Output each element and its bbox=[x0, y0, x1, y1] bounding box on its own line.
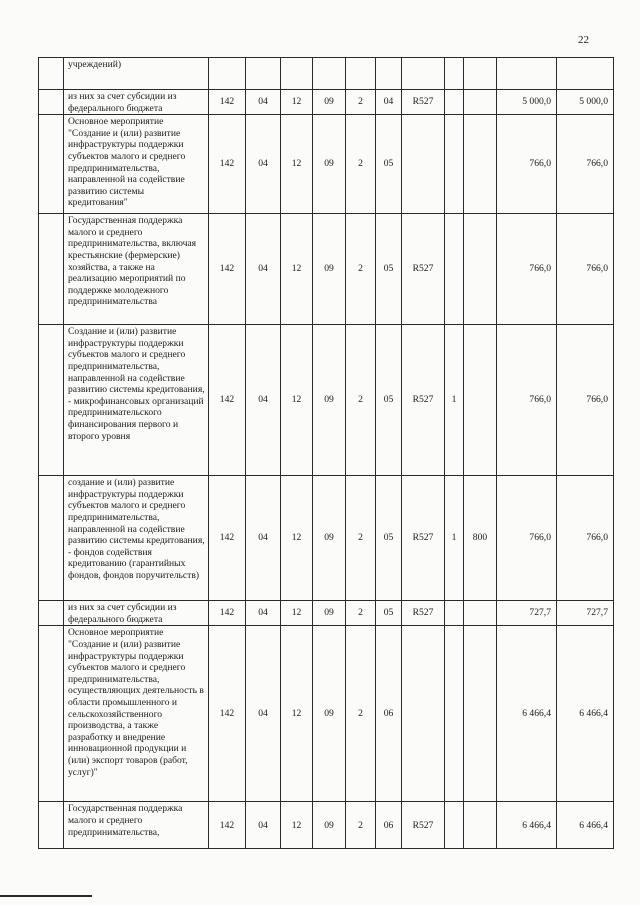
row-code-section: 04 bbox=[246, 325, 281, 476]
row-amount-year1: 6 466,4 bbox=[497, 802, 557, 849]
row-description: Государственная поддержка малого и среднего предпринимательства, bbox=[64, 802, 209, 849]
row-code-variant bbox=[445, 58, 464, 90]
row-amount-year1: 5 000,0 bbox=[497, 90, 557, 115]
row-code-subprogram: 2 bbox=[346, 325, 376, 476]
row-code-expense-type bbox=[464, 58, 497, 90]
row-description: из них за счет субсидии из федерального бюджета bbox=[64, 90, 209, 115]
row-code-direction bbox=[402, 58, 445, 90]
row-amount-year1: 766,0 bbox=[497, 325, 557, 476]
row-amount-year2 bbox=[557, 58, 614, 90]
row-code-variant bbox=[445, 626, 464, 802]
row-code-section: 04 bbox=[246, 90, 281, 115]
row-code-event: 06 bbox=[376, 802, 402, 849]
row-code-variant bbox=[445, 214, 464, 325]
row-code-subsection: 12 bbox=[281, 626, 313, 802]
row-number-cell bbox=[39, 626, 64, 802]
row-code-admin: 142 bbox=[209, 90, 246, 115]
row-code-subprogram: 2 bbox=[346, 802, 376, 849]
row-code-subsection: 12 bbox=[281, 115, 313, 214]
row-number-cell bbox=[39, 58, 64, 90]
row-description: Создание и (или) развитие инфраструктуры поддержки субъектов малого и среднего предпринимательства, направленной на содействие развитию системы кредитования, - микрофинансовых организаций предпринимательского финансирования первого и второго уровня bbox=[64, 325, 209, 476]
scan-edge-mark bbox=[0, 895, 92, 897]
row-amount-year2: 6 466,4 bbox=[557, 802, 614, 849]
row-code-subprogram: 2 bbox=[346, 214, 376, 325]
row-code-event: 05 bbox=[376, 115, 402, 214]
row-code-direction: R527 bbox=[402, 325, 445, 476]
row-code-event: 06 bbox=[376, 626, 402, 802]
row-amount-year2: 727,7 bbox=[557, 601, 614, 626]
row-code-expense-type bbox=[464, 214, 497, 325]
row-code-subprogram: 2 bbox=[346, 115, 376, 214]
row-code-subsection: 12 bbox=[281, 90, 313, 115]
row-amount-year2: 766,0 bbox=[557, 214, 614, 325]
row-number-cell bbox=[39, 601, 64, 626]
row-amount-year1: 727,7 bbox=[497, 601, 557, 626]
row-code-admin: 142 bbox=[209, 476, 246, 601]
row-amount-year1 bbox=[497, 58, 557, 90]
row-code-expense-type bbox=[464, 115, 497, 214]
row-code-section bbox=[246, 58, 281, 90]
row-code-subprogram: 2 bbox=[346, 90, 376, 115]
row-amount-year2: 6 466,4 bbox=[557, 626, 614, 802]
row-code-subprogram: 2 bbox=[346, 476, 376, 601]
page-number: 22 bbox=[578, 34, 589, 46]
row-code-program: 09 bbox=[313, 90, 346, 115]
row-code-expense-type bbox=[464, 601, 497, 626]
row-code-subprogram: 2 bbox=[346, 626, 376, 802]
row-code-subsection bbox=[281, 58, 313, 90]
row-code-event: 05 bbox=[376, 325, 402, 476]
row-amount-year1: 766,0 bbox=[497, 214, 557, 325]
row-code-event: 05 bbox=[376, 601, 402, 626]
row-code-expense-type bbox=[464, 325, 497, 476]
row-code-section: 04 bbox=[246, 802, 281, 849]
table-row bbox=[39, 476, 614, 601]
row-code-program: 09 bbox=[313, 626, 346, 802]
row-description: учреждений) bbox=[64, 58, 209, 90]
row-amount-year2: 766,0 bbox=[557, 115, 614, 214]
row-code-program: 09 bbox=[313, 802, 346, 849]
table-row bbox=[39, 325, 614, 476]
row-code-event: 05 bbox=[376, 214, 402, 325]
row-code-direction: R527 bbox=[402, 214, 445, 325]
row-code-program: 09 bbox=[313, 214, 346, 325]
row-code-admin: 142 bbox=[209, 802, 246, 849]
row-amount-year2: 766,0 bbox=[557, 476, 614, 601]
row-code-event: 05 bbox=[376, 476, 402, 601]
table-row bbox=[39, 802, 614, 849]
row-number-cell bbox=[39, 115, 64, 214]
row-code-admin: 142 bbox=[209, 115, 246, 214]
row-code-admin: 142 bbox=[209, 325, 246, 476]
table-row bbox=[39, 214, 614, 325]
row-amount-year1: 766,0 bbox=[497, 115, 557, 214]
row-number-cell bbox=[39, 214, 64, 325]
row-description: создание и (или) развитие инфраструктуры поддержки субъектов малого и среднего предпринимательства, направленной на содействие развитию системы кредитования, - фондов содействия кредитованию (гарантийных фондов, фондов поручительств) bbox=[64, 476, 209, 601]
row-code-variant bbox=[445, 601, 464, 626]
row-code-admin: 142 bbox=[209, 601, 246, 626]
row-code-variant bbox=[445, 115, 464, 214]
row-description: Основное мероприятие "Создание и (или) развитие инфраструктуры поддержки субъектов малого и среднего предпринимательства, осуществляющих деятельность в области промышленного и сельскохозяйственного производства, а также разработку и внедрение инновационной продукции и (или) экспорт товаров (работ, услуг)" bbox=[64, 626, 209, 802]
row-number-cell bbox=[39, 325, 64, 476]
row-code-section: 04 bbox=[246, 214, 281, 325]
row-code-admin: 142 bbox=[209, 214, 246, 325]
row-code-subsection: 12 bbox=[281, 802, 313, 849]
row-number-cell bbox=[39, 802, 64, 849]
row-code-direction bbox=[402, 626, 445, 802]
row-code-admin bbox=[209, 58, 246, 90]
row-code-variant bbox=[445, 90, 464, 115]
row-number-cell bbox=[39, 476, 64, 601]
row-code-direction: R527 bbox=[402, 802, 445, 849]
row-amount-year1: 766,0 bbox=[497, 476, 557, 601]
table-row bbox=[39, 601, 614, 626]
row-code-variant: 1 bbox=[445, 476, 464, 601]
row-code-section: 04 bbox=[246, 626, 281, 802]
table-row bbox=[39, 90, 614, 115]
row-code-subsection: 12 bbox=[281, 476, 313, 601]
row-code-section: 04 bbox=[246, 115, 281, 214]
row-amount-year1: 6 466,4 bbox=[497, 626, 557, 802]
table-row bbox=[39, 626, 614, 802]
row-code-program: 09 bbox=[313, 115, 346, 214]
row-code-subsection: 12 bbox=[281, 601, 313, 626]
row-code-program: 09 bbox=[313, 325, 346, 476]
row-code-subsection: 12 bbox=[281, 325, 313, 476]
row-code-subprogram: 2 bbox=[346, 601, 376, 626]
row-code-event: 04 bbox=[376, 90, 402, 115]
row-number-cell bbox=[39, 90, 64, 115]
row-code-program: 09 bbox=[313, 476, 346, 601]
row-code-expense-type bbox=[464, 626, 497, 802]
budget-table bbox=[38, 57, 614, 849]
row-code-direction bbox=[402, 115, 445, 214]
row-code-section: 04 bbox=[246, 601, 281, 626]
row-code-expense-type bbox=[464, 802, 497, 849]
row-code-expense-type bbox=[464, 90, 497, 115]
row-amount-year2: 766,0 bbox=[557, 325, 614, 476]
row-code-program: 09 bbox=[313, 601, 346, 626]
row-description: из них за счет субсидии из федерального бюджета bbox=[64, 601, 209, 626]
row-code-subprogram bbox=[346, 58, 376, 90]
row-code-direction: R527 bbox=[402, 90, 445, 115]
row-code-expense-type: 800 bbox=[464, 476, 497, 601]
row-description: Государственная поддержка малого и среднего предпринимательства, включая крестьянские (фермерские) хозяйства, а также на реализацию мероприятий по поддержке молодежного предпринимательства bbox=[64, 214, 209, 325]
row-code-variant bbox=[445, 802, 464, 849]
row-amount-year2: 5 000,0 bbox=[557, 90, 614, 115]
row-code-direction: R527 bbox=[402, 601, 445, 626]
row-description: Основное мероприятие "Создание и (или) развитие инфраструктуры поддержки субъектов малого и среднего предпринимательства, направленной на содействие развитию системы кредитования" bbox=[64, 115, 209, 214]
row-code-variant: 1 bbox=[445, 325, 464, 476]
row-code-direction: R527 bbox=[402, 476, 445, 601]
row-code-program bbox=[313, 58, 346, 90]
row-code-section: 04 bbox=[246, 476, 281, 601]
row-code-admin: 142 bbox=[209, 626, 246, 802]
row-code-event bbox=[376, 58, 402, 90]
row-code-subsection: 12 bbox=[281, 214, 313, 325]
table-row bbox=[39, 58, 614, 90]
table-row bbox=[39, 115, 614, 214]
